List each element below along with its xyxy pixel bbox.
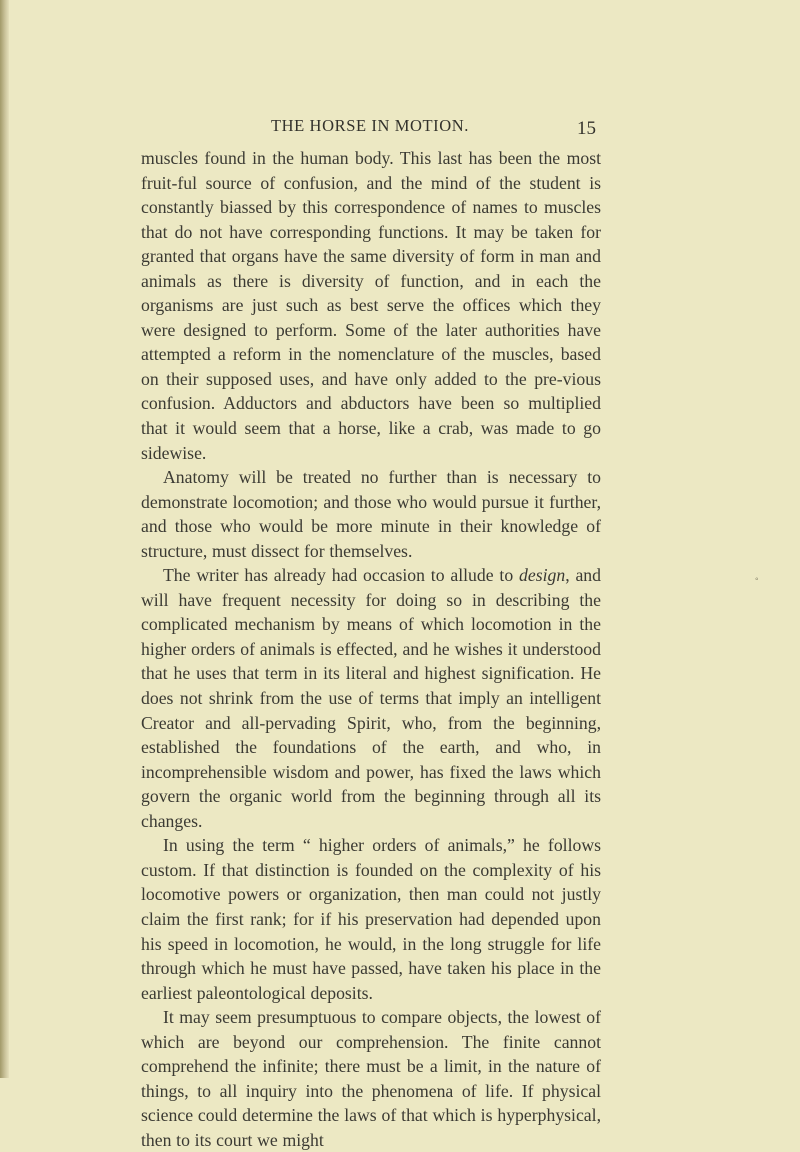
- paragraph-2: [141, 465, 601, 563]
- paragraph-5-text: It may seem presumptuous to compare objects, the lowest of which are beyond our comprehension. The finite cannot comprehend the infinite; there must be a limit, in the nature of things, to all inquiry into the phenomena of life. If physical science could determine the laws of that which is hyperphysical, then to its court we might: [141, 1007, 601, 1150]
- paragraph-2-text: Anatomy will be treated no further than is necessary to demonstrate locomotion; and those who would pursue it further, and those who would be more minute in their knowledge of structure, must dissect for themselves.: [141, 467, 601, 561]
- margin-speck: ◦: [755, 574, 759, 585]
- paragraph-4: [141, 833, 601, 1005]
- paragraph-3-text-before: The writer has already had occasion to allude to: [163, 565, 520, 586]
- paragraph-4-text: In using the term “ higher orders of animals,” he follows custom. If that distinction is founded on the complexity of his locomotive powers or organization, then man could not justly claim the first rank; for if his preservation had depended upon his speed in locomotion, he would, in the long struggle for life through which he must have passed, have taken his place in the earliest paleontological deposits.: [141, 835, 601, 1003]
- paragraph-3-text-after: , and will have frequent necessity for doing so in describing the complicated mechanism by means of which locomotion in the higher orders of animals is effected, and he wishes it understood that he uses that term in its literal and highest signification. He does not shrink from the use of terms that imply an intelligent Creator and all-pervading Spirit, who, from the beginning, established the foundations of the earth, and who, in incomprehensible wisdom and power, has fixed the laws which govern the organic world from the beginning through all its changes.: [141, 565, 601, 831]
- paragraph-5: [141, 1005, 601, 1152]
- body-text: [141, 146, 601, 1152]
- running-head: [140, 116, 600, 146]
- page-number: 15: [577, 118, 596, 139]
- page-binding-edge: [0, 0, 9, 1078]
- paragraph-1-text: muscles found in the human body. This last has been the most fruit-ful source of confusion, and the mind of the student is constantly biassed by this correspondence of names to muscles that do not have corresponding functions. It may be taken for granted that organs have the same diversity of form in man and animals as there is diversity of function, and in each the organisms are just such as best serve the offices which they were designed to perform. Some of the later authorities have attempted a reform in the nomenclature of the muscles, based on their supposed uses, and have only added to the pre-vious confusion. Adductors and abductors have been so multiplied that it would seem that a horse, like a crab, was made to go sidewise.: [141, 148, 601, 463]
- running-title: THE HORSE IN MOTION.: [270, 116, 470, 135]
- paragraph-3-emphasis: design: [519, 565, 566, 586]
- paragraph-3: [141, 563, 601, 833]
- paragraph-1: [141, 146, 601, 465]
